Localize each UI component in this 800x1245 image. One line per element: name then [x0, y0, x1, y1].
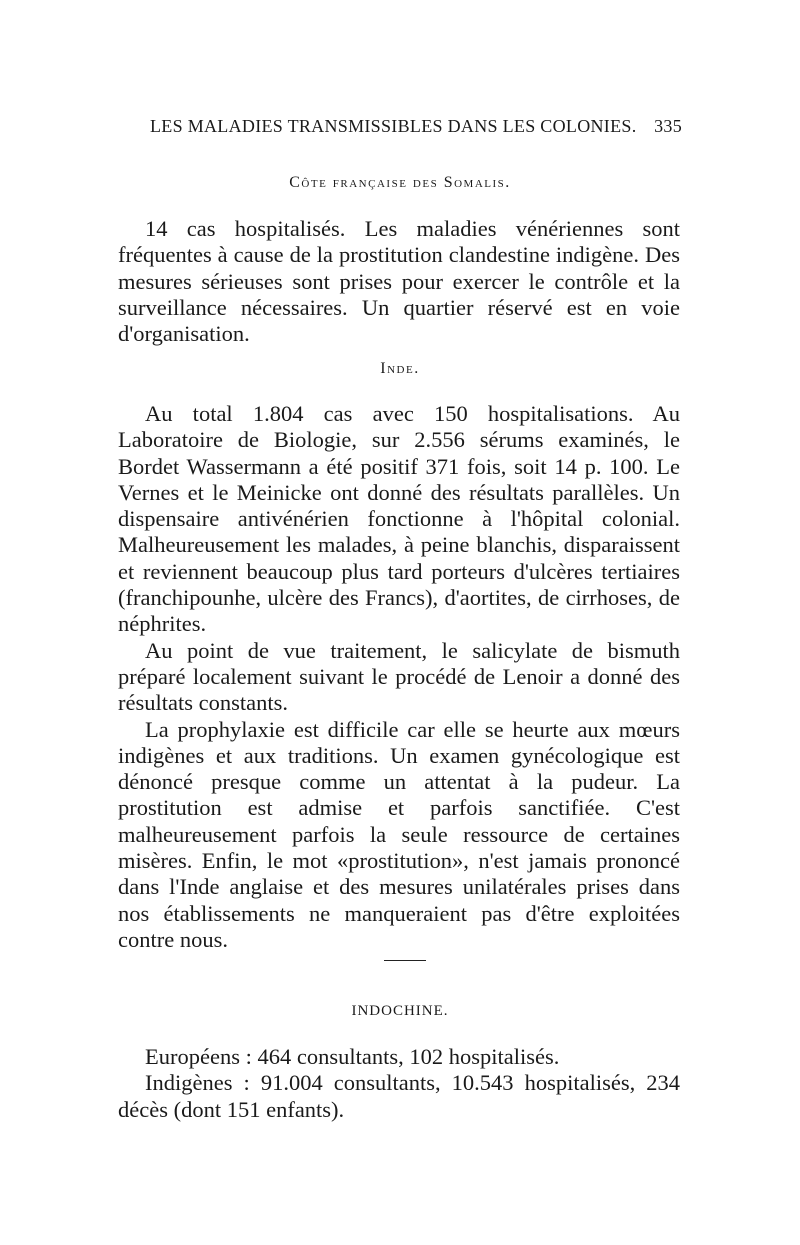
- section-title-somalis: Côte française des Somalis.: [289, 174, 511, 191]
- running-title: LES MALADIES TRANSMISSIBLES DANS LES COLONIES.: [150, 116, 637, 136]
- page-number: 335: [654, 116, 682, 136]
- running-header: [150, 116, 682, 137]
- section-body-inde: [118, 401, 680, 953]
- section-divider: [384, 960, 426, 961]
- paragraph: Au total 1.804 cas avec 150 hospitalisations. Au Laboratoire de Biologie, sur 2.556 sérums examinés, le Bordet Wassermann a été positif 371 fois, soit 14 p. 100. Le Vernes et le Meinicke ont donné des résultats parallèles. Un dispensaire antivénérien fonctionne à l'hôpital colonial. Malheureusement les malades, à peine blanchis, disparaissent et reviennent beaucoup plus tard porteurs d'ulcères tertiaires (franchipounhe, ulcère des Francs), d'aortites, de cirrhoses, de néphrites.: [118, 401, 680, 637]
- paragraph: Européens : 464 consultants, 102 hospitalisés.: [145, 1044, 560, 1069]
- paragraph: La prophylaxie est difficile car elle se heurte aux mœurs indigènes et aux traditions. Un examen gynécologique est dénoncé presque comme un attentat à la pudeur. La prostitution est admise et parfois sanctifiée. C'est malheureusement parfois la seule ressource de certaines misères. Enfin, le mot «prostitution», n'est jamais prononcé dans l'Inde anglaise et des mesures unilatérales prises dans nos établissements ne manqueraient pas d'être exploitées contre nous.: [118, 716, 680, 952]
- section-title-indochine: INDOCHINE.: [351, 1003, 449, 1019]
- section-body-indochine: [118, 1044, 680, 1123]
- paragraph: Indigènes : 91.004 consultants, 10.543 hospitalisés, 234 décès (dont 151 enfants).: [118, 1070, 680, 1122]
- paragraph: Au point de vue traitement, le salicylate de bismuth préparé localement suivant le procédé de Lenoir a donné des résultats constants.: [118, 637, 680, 716]
- section-title-inde: Inde.: [380, 360, 420, 377]
- section-body-somalis: [118, 216, 680, 347]
- paragraph: 14 cas hospitalisés. Les maladies vénériennes sont fréquentes à cause de la prostitution clandestine indigène. Des mesures sérieuses sont prises pour exercer le contrôle et la surveillance nécessaires. Un quartier réservé est en voie d'organisation.: [118, 216, 680, 347]
